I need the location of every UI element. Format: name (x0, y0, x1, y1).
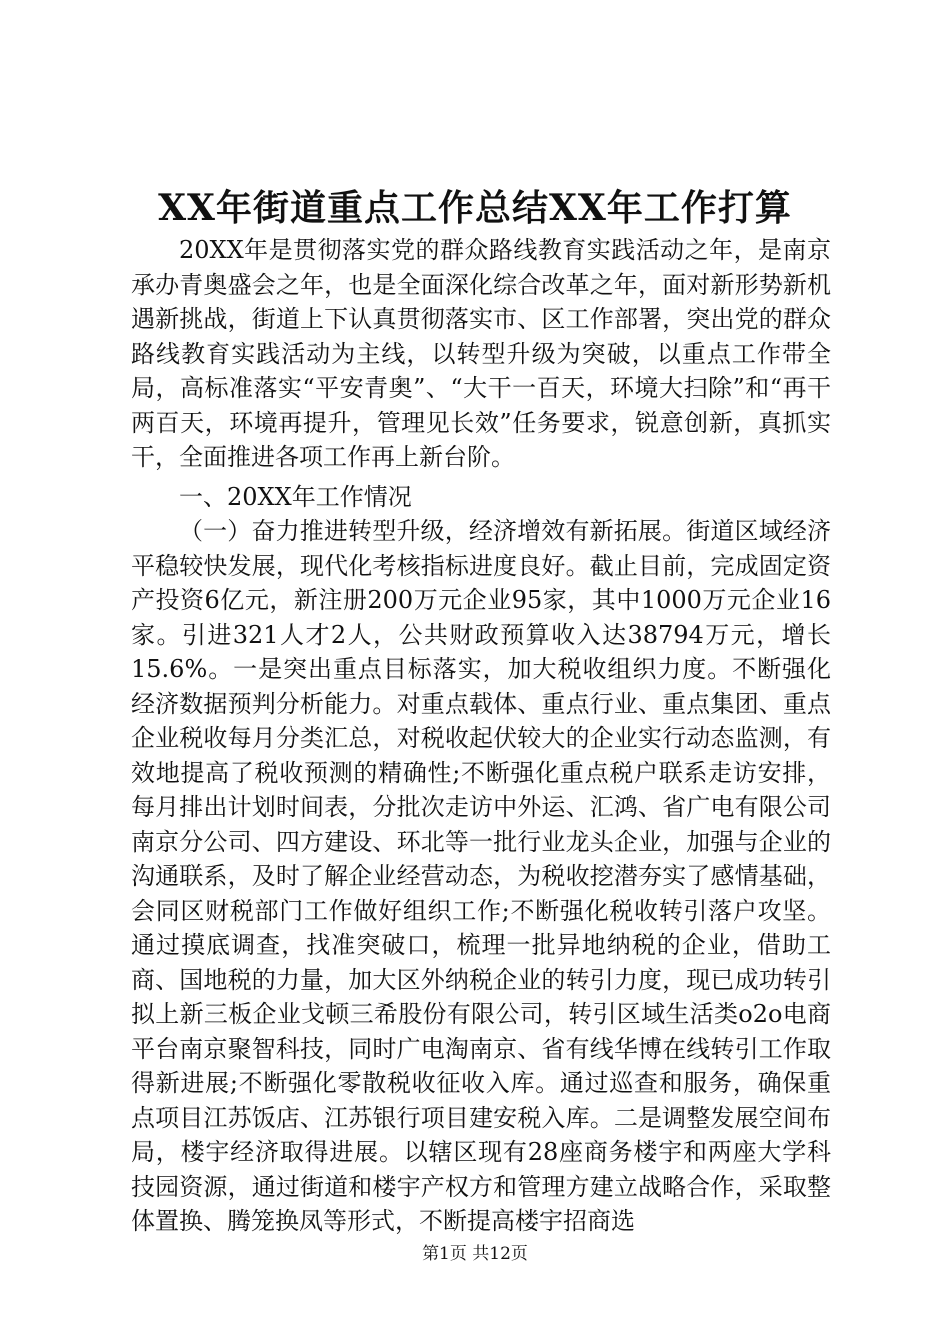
section-heading: 一、20XX年工作情况 (179, 483, 412, 511)
intro-paragraph: 20XX年是贯彻落实党的群众路线教育实践活动之年，是南京承办青奥盛会之年，也是全面深化综合改革之年，面对新形势新机遇新挑战，街道上下认真贯彻落实市、区工作部署，突出党的群众路线教育实践活动为主线，以转型升级为突破，以重点工作带全局，高标准落实“平安青奥”、“大干一百天，环境大扫除”和“再干两百天，环境再提升，管理见长效”任务要求，锐意创新，真抓实干，全面推进各项工作再上新台阶。 (131, 236, 831, 471)
section-paragraph: （一）奋力推进转型升级，经济增效有新拓展。街道区域经济平稳较快发展，现代化考核指标进度良好。截止目前，完成固定资产投资6亿元，新注册200万元企业95家，其中1000万元企业16家。引进321人才2人，公共财政预算收入达38794万元，增长15.6%。一是突出重点目标落实，加大税收组织力度。不断强化经济数据预判分析能力。对重点载体、重点行业、重点集团、重点企业税收每月分类汇总，对税收起伏较大的企业实行动态监测，有效地提高了税收预测的精确性;不断强化重点税户联系走访安排，每月排出计划时间表，分批次走访中外运、汇鸿、省广电有限公司南京分公司、四方建设、环北等一批行业龙头企业，加强与企业的沟通联系，及时了解企业经营动态，为税收挖潜夯实了感情基础，会同区财税部门工作做好组织工作;不断强化税收转引落户攻坚。通过摸底调查，找准突破口，梳理一批异地纳税的企业，借助工商、国地税的力量，加大区外纳税企业的转引力度，现已成功转引拟上新三板企业戈顿三希股份有限公司，转引区域生活类o2o电商平台南京聚智科技，同时广电淘南京、省有线华博在线转引工作取得新进展;不断强化零散税收征收入库。通过巡查和服务，确保重点项目江苏饭店、江苏银行项目建安税入库。二是调整发展空间布局，楼宇经济取得进展。以辖区现有28座商务楼宇和两座大学科技园资源，通过街道和楼宇产权方和管理方建立战略合作，采取整体置换、腾笼换凤等形式，不断提高楼宇招商选 (131, 517, 831, 1235)
page-number-footer: 第1页 共12页 (422, 1244, 528, 1264)
document-title: XX年街道重点工作总结XX年工作打算 (158, 187, 792, 229)
